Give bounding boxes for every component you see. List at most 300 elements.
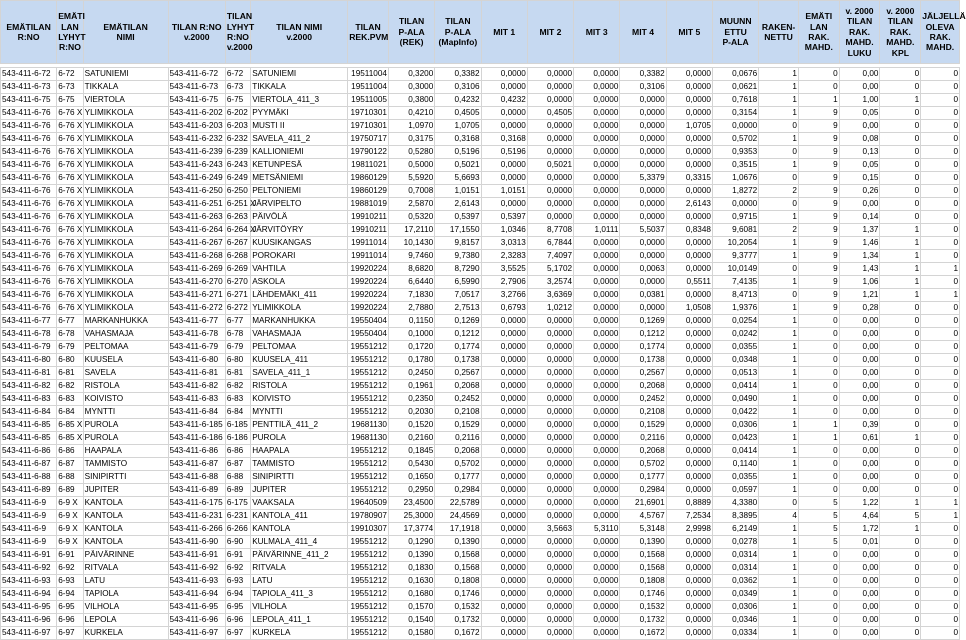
table-cell[interactable]: 7,2534 <box>666 510 712 523</box>
table-cell[interactable]: 0,1529 <box>435 419 481 432</box>
table-cell[interactable]: 19551212 <box>348 536 389 549</box>
table-cell[interactable]: 543-411-6-97 <box>1 627 57 640</box>
table-cell[interactable]: 5 <box>798 510 839 523</box>
table-cell[interactable]: 19681130 <box>348 419 389 432</box>
table-cell[interactable]: YLIMIKKOLA <box>83 185 168 198</box>
table-cell[interactable]: 0,05 <box>839 107 880 120</box>
table-cell[interactable]: 5,5920 <box>388 172 434 185</box>
table-cell[interactable]: 0,1390 <box>435 536 481 549</box>
table-cell[interactable]: 0,1732 <box>620 614 666 627</box>
table-cell[interactable]: 1 <box>759 588 799 601</box>
table-cell[interactable]: 6-94 <box>57 588 83 601</box>
table-cell[interactable]: 0,1672 <box>435 627 481 640</box>
table-cell[interactable]: 0,1568 <box>620 549 666 562</box>
table-cell[interactable]: 0,1720 <box>388 341 434 354</box>
table-cell[interactable]: 0,1672 <box>620 627 666 640</box>
table-cell[interactable]: 0,0000 <box>666 81 712 94</box>
table-cell[interactable]: 0,0000 <box>574 601 620 614</box>
table-cell[interactable]: 9,3777 <box>712 250 758 263</box>
table-cell[interactable]: 0,00 <box>839 315 880 328</box>
table-cell[interactable]: 1 <box>759 562 799 575</box>
table-cell[interactable]: 543-411-6-72 <box>1 68 57 81</box>
table-cell[interactable]: 0,0000 <box>666 211 712 224</box>
column-header[interactable]: MIT 4 <box>620 1 666 64</box>
table-cell[interactable]: 6-96 <box>57 614 83 627</box>
table-cell[interactable]: 1 <box>759 614 799 627</box>
table-cell[interactable]: 0,5702 <box>712 133 758 146</box>
table-cell[interactable]: 1 <box>880 94 921 107</box>
table-cell[interactable]: LATU <box>251 575 348 588</box>
table-cell[interactable]: 6-73 <box>57 81 83 94</box>
table-cell[interactable]: JUPITER <box>83 484 168 497</box>
table-cell[interactable]: 0,00 <box>839 458 880 471</box>
table-cell[interactable]: 0,13 <box>839 146 880 159</box>
table-cell[interactable]: KURKELA <box>251 627 348 640</box>
table-cell[interactable]: 0,1140 <box>712 458 758 471</box>
table-cell[interactable]: 6-76 X <box>57 250 83 263</box>
table-cell[interactable]: 6-272 <box>225 302 250 315</box>
table-cell[interactable]: 0,1680 <box>388 588 434 601</box>
table-cell[interactable]: KANTOLA <box>83 523 168 536</box>
column-header[interactable]: MIT 1 <box>481 1 527 64</box>
table-cell[interactable]: 0,0000 <box>666 406 712 419</box>
table-cell[interactable]: 1 <box>759 276 799 289</box>
table-cell[interactable]: 0,0000 <box>481 471 527 484</box>
table-cell[interactable]: 6-75 <box>57 94 83 107</box>
table-cell[interactable]: 543-411-6-73 <box>1 81 57 94</box>
table-cell[interactable]: 6-251 X <box>225 198 250 211</box>
table-cell[interactable]: 19551212 <box>348 549 389 562</box>
table-cell[interactable]: 0,0000 <box>481 107 527 120</box>
table-cell[interactable]: 0 <box>880 107 921 120</box>
table-cell[interactable]: 0,0000 <box>527 601 573 614</box>
table-cell[interactable]: 19551212 <box>348 471 389 484</box>
table-cell[interactable]: 0,0676 <box>712 68 758 81</box>
table-cell[interactable]: 0,0000 <box>481 458 527 471</box>
table-cell[interactable]: 6-93 <box>225 575 250 588</box>
table-cell[interactable]: 543-411-6-76 <box>1 250 57 263</box>
column-header[interactable]: MIT 2 <box>527 1 573 64</box>
table-cell[interactable]: 1,06 <box>839 276 880 289</box>
table-cell[interactable]: RISTOLA <box>251 380 348 393</box>
table-cell[interactable]: 6-76 X <box>57 107 83 120</box>
table-cell[interactable]: 19551212 <box>348 588 389 601</box>
table-cell[interactable]: 0,1580 <box>388 627 434 640</box>
table-cell[interactable]: 0,0000 <box>527 198 573 211</box>
table-cell[interactable]: RITVALA <box>83 562 168 575</box>
table-cell[interactable]: 1 <box>921 289 960 302</box>
table-cell[interactable]: 19551212 <box>348 562 389 575</box>
table-cell[interactable]: 0,1845 <box>388 445 434 458</box>
table-cell[interactable]: 9,7460 <box>388 250 434 263</box>
table-cell[interactable]: 0,00 <box>839 588 880 601</box>
table-cell[interactable]: 0,0000 <box>527 588 573 601</box>
table-cell[interactable]: 0,00 <box>839 575 880 588</box>
table-cell[interactable]: 0,3106 <box>620 81 666 94</box>
table-cell[interactable]: TAPIOLA <box>83 588 168 601</box>
table-cell[interactable]: 0,3382 <box>435 68 481 81</box>
table-cell[interactable]: 0 <box>798 406 839 419</box>
table-cell[interactable]: 0 <box>921 562 960 575</box>
table-cell[interactable]: 6,2149 <box>712 523 758 536</box>
table-cell[interactable]: JUPITER <box>251 484 348 497</box>
table-cell[interactable]: 543-411-6-186 <box>168 432 225 445</box>
table-cell[interactable]: 0,0000 <box>574 367 620 380</box>
table-cell[interactable]: 6-78 <box>57 328 83 341</box>
table-cell[interactable]: 0 <box>921 406 960 419</box>
table-cell[interactable]: 0 <box>759 172 799 185</box>
table-cell[interactable]: 0,0000 <box>527 328 573 341</box>
table-cell[interactable]: 543-411-6-76 <box>1 120 57 133</box>
table-cell[interactable]: YLIMIKKOLA <box>83 211 168 224</box>
table-cell[interactable]: 6-84 <box>57 406 83 419</box>
table-cell[interactable]: KANTOLA <box>83 510 168 523</box>
table-cell[interactable]: 0,1520 <box>388 419 434 432</box>
table-cell[interactable]: 5,3110 <box>574 523 620 536</box>
table-cell[interactable]: 0,0000 <box>481 523 527 536</box>
table-cell[interactable]: 543-411-6-267 <box>168 237 225 250</box>
table-cell[interactable]: 19681130 <box>348 432 389 445</box>
table-cell[interactable]: 9 <box>798 276 839 289</box>
table-cell[interactable]: SAVELA <box>83 367 168 380</box>
table-cell[interactable]: 0,0000 <box>574 471 620 484</box>
table-cell[interactable]: 0,2030 <box>388 406 434 419</box>
table-cell[interactable]: 0,2068 <box>620 380 666 393</box>
table-cell[interactable]: 6-87 <box>225 458 250 471</box>
table-cell[interactable]: 0,0000 <box>666 341 712 354</box>
table-cell[interactable]: 19710301 <box>348 107 389 120</box>
table-cell[interactable]: 0 <box>880 588 921 601</box>
table-cell[interactable]: 7,4097 <box>527 250 573 263</box>
table-cell[interactable]: 6-76 X <box>57 120 83 133</box>
table-cell[interactable]: TIKKALA <box>251 81 348 94</box>
table-cell[interactable]: 0,0000 <box>574 159 620 172</box>
table-cell[interactable]: HAAPALA <box>83 445 168 458</box>
table-cell[interactable]: 0,2452 <box>620 393 666 406</box>
table-cell[interactable]: 0 <box>921 328 960 341</box>
table-cell[interactable]: 19920224 <box>348 276 389 289</box>
table-cell[interactable]: 0 <box>921 575 960 588</box>
table-cell[interactable]: 0,0000 <box>666 94 712 107</box>
table-cell[interactable]: PUROLA <box>83 432 168 445</box>
table-cell[interactable]: 22,5789 <box>435 497 481 510</box>
table-cell[interactable]: 0,0000 <box>574 81 620 94</box>
table-cell[interactable]: 0,5196 <box>435 146 481 159</box>
table-cell[interactable]: KUUSIKANGAS <box>251 237 348 250</box>
table-cell[interactable]: 0,5702 <box>620 458 666 471</box>
table-cell[interactable]: 0,1000 <box>388 328 434 341</box>
table-cell[interactable]: 1 <box>798 419 839 432</box>
table-cell[interactable]: 0,0000 <box>574 289 620 302</box>
table-cell[interactable]: 0 <box>921 81 960 94</box>
table-cell[interactable]: 1 <box>759 432 799 445</box>
table-cell[interactable]: 6-77 <box>225 315 250 328</box>
table-cell[interactable]: 0 <box>921 393 960 406</box>
table-cell[interactable]: 0 <box>798 549 839 562</box>
table-cell[interactable]: 543-411-6-91 <box>168 549 225 562</box>
table-cell[interactable]: 6-83 <box>225 393 250 406</box>
table-cell[interactable]: 6-72 <box>57 68 83 81</box>
table-cell[interactable]: 0,0000 <box>481 510 527 523</box>
table-cell[interactable]: 6-250 <box>225 185 250 198</box>
table-cell[interactable]: SAVELA_411_2 <box>251 133 348 146</box>
table-cell[interactable]: 0,2116 <box>435 432 481 445</box>
table-cell[interactable]: 1,0151 <box>435 185 481 198</box>
table-cell[interactable]: 6-84 <box>225 406 250 419</box>
table-cell[interactable]: 6-76 X <box>57 159 83 172</box>
table-cell[interactable]: 0 <box>880 211 921 224</box>
table-cell[interactable]: 6-80 <box>57 354 83 367</box>
table-cell[interactable]: 543-411-6-76 <box>1 198 57 211</box>
table-cell[interactable]: 6-268 <box>225 250 250 263</box>
table-cell[interactable]: 0,1630 <box>388 575 434 588</box>
table-cell[interactable]: 0,4505 <box>527 107 573 120</box>
table-cell[interactable]: 1 <box>759 484 799 497</box>
table-cell[interactable]: 6-76 X <box>57 263 83 276</box>
table-cell[interactable]: KUUSELA <box>83 354 168 367</box>
table-cell[interactable]: 0,3315 <box>666 172 712 185</box>
table-cell[interactable]: 0,0000 <box>574 276 620 289</box>
table-cell[interactable]: 0,61 <box>839 432 880 445</box>
table-cell[interactable]: 0,00 <box>839 627 880 640</box>
table-cell[interactable]: 0 <box>798 614 839 627</box>
table-cell[interactable]: 6-271 <box>225 289 250 302</box>
table-cell[interactable]: 543-411-6-231 <box>168 510 225 523</box>
table-cell[interactable]: 6,6440 <box>388 276 434 289</box>
table-cell[interactable]: 0,5021 <box>527 159 573 172</box>
table-cell[interactable]: 6-86 <box>225 445 250 458</box>
table-cell[interactable]: 0 <box>798 354 839 367</box>
table-cell[interactable]: 0,0000 <box>620 276 666 289</box>
table-cell[interactable]: 1 <box>759 328 799 341</box>
table-cell[interactable]: 0 <box>798 445 839 458</box>
table-cell[interactable]: 6-202 <box>225 107 250 120</box>
table-cell[interactable]: 0,0000 <box>574 627 620 640</box>
table-cell[interactable]: 5 <box>798 523 839 536</box>
table-cell[interactable]: 0,0000 <box>574 575 620 588</box>
table-cell[interactable]: 6-90 <box>225 536 250 549</box>
table-cell[interactable]: 1 <box>759 419 799 432</box>
table-cell[interactable]: VILHOLA <box>251 601 348 614</box>
table-cell[interactable]: 6-81 <box>225 367 250 380</box>
table-cell[interactable]: 0,0000 <box>620 302 666 315</box>
table-cell[interactable]: 6-175 <box>225 497 250 510</box>
table-cell[interactable]: 0 <box>921 237 960 250</box>
table-cell[interactable]: 1,0111 <box>574 224 620 237</box>
table-cell[interactable]: 0,00 <box>839 68 880 81</box>
table-cell[interactable]: 543-411-6-95 <box>168 601 225 614</box>
table-cell[interactable]: 0,00 <box>839 354 880 367</box>
table-cell[interactable]: 0,1570 <box>388 601 434 614</box>
table-cell[interactable]: 543-411-6-76 <box>1 185 57 198</box>
table-cell[interactable]: YLIMIKKOLA <box>83 289 168 302</box>
table-cell[interactable]: 2,7906 <box>481 276 527 289</box>
table-cell[interactable]: 0,0000 <box>481 601 527 614</box>
table-cell[interactable]: 0,8348 <box>666 224 712 237</box>
table-cell[interactable]: 9 <box>798 289 839 302</box>
table-cell[interactable]: 543-411-6-93 <box>168 575 225 588</box>
column-header[interactable]: RAKEN- NETTU <box>759 1 799 64</box>
table-cell[interactable]: VAHTILA <box>251 263 348 276</box>
table-cell[interactable]: 6-232 <box>225 133 250 146</box>
table-cell[interactable]: 0 <box>798 562 839 575</box>
table-cell[interactable]: 5,1702 <box>527 263 573 276</box>
table-cell[interactable]: 0,0000 <box>574 419 620 432</box>
table-cell[interactable]: YLIMIKKOLA <box>83 172 168 185</box>
table-cell[interactable]: 0,1746 <box>620 588 666 601</box>
table-cell[interactable]: 0 <box>798 315 839 328</box>
table-cell[interactable]: 0,0000 <box>574 198 620 211</box>
table-cell[interactable]: 2,3283 <box>481 250 527 263</box>
table-cell[interactable]: PUROLA <box>251 432 348 445</box>
table-cell[interactable]: 543-411-6-251 <box>168 198 225 211</box>
table-cell[interactable]: 6-91 <box>57 549 83 562</box>
table-cell[interactable]: 0,0597 <box>712 484 758 497</box>
table-cell[interactable]: 6-203 <box>225 120 250 133</box>
table-cell[interactable]: 0,3175 <box>388 133 434 146</box>
table-cell[interactable]: 0 <box>759 146 799 159</box>
table-cell[interactable]: 543-411-6-9 <box>1 536 57 549</box>
table-cell[interactable]: 0,0000 <box>574 406 620 419</box>
table-cell[interactable]: 0,0306 <box>712 419 758 432</box>
column-header[interactable]: EMÄTI LAN LYHYT R:NO <box>57 1 83 64</box>
table-cell[interactable]: 19550404 <box>348 315 389 328</box>
table-cell[interactable]: 543-411-6-73 <box>168 81 225 94</box>
table-cell[interactable]: 0 <box>880 484 921 497</box>
table-cell[interactable]: 543-411-6-78 <box>168 328 225 341</box>
table-cell[interactable]: 1 <box>759 601 799 614</box>
table-cell[interactable]: 543-411-6-72 <box>168 68 225 81</box>
table-cell[interactable]: 0 <box>921 588 960 601</box>
table-cell[interactable]: 0 <box>880 627 921 640</box>
table-cell[interactable]: 0,2984 <box>435 484 481 497</box>
table-cell[interactable]: 0,0000 <box>666 445 712 458</box>
table-cell[interactable]: 2 <box>759 224 799 237</box>
table-cell[interactable]: 0,0362 <box>712 575 758 588</box>
table-cell[interactable]: 0,0000 <box>574 497 620 510</box>
table-cell[interactable]: 3,0313 <box>481 237 527 250</box>
table-cell[interactable]: 1,0212 <box>527 302 573 315</box>
table-cell[interactable]: 0,0000 <box>574 510 620 523</box>
table-cell[interactable]: 0,1746 <box>435 588 481 601</box>
table-cell[interactable]: 0,0000 <box>574 107 620 120</box>
table-cell[interactable]: 0,0000 <box>481 549 527 562</box>
table-cell[interactable]: 0,0000 <box>574 588 620 601</box>
table-cell[interactable]: 9 <box>798 250 839 263</box>
table-cell[interactable]: 6-76 X <box>57 237 83 250</box>
table-cell[interactable]: 6-80 <box>225 354 250 367</box>
table-cell[interactable]: 0 <box>880 614 921 627</box>
table-cell[interactable]: 0 <box>880 549 921 562</box>
table-cell[interactable]: 1 <box>880 263 921 276</box>
table-cell[interactable]: 0,0355 <box>712 471 758 484</box>
table-cell[interactable]: 1,37 <box>839 224 880 237</box>
table-cell[interactable]: 0,0000 <box>574 211 620 224</box>
table-cell[interactable]: 0,1780 <box>388 354 434 367</box>
table-cell[interactable]: 0,0000 <box>574 94 620 107</box>
table-cell[interactable]: 0 <box>880 81 921 94</box>
table-cell[interactable]: 0 <box>921 198 960 211</box>
table-cell[interactable]: 543-411-6-76 <box>1 224 57 237</box>
table-cell[interactable]: 0 <box>880 354 921 367</box>
table-cell[interactable]: 4 <box>759 510 799 523</box>
table-cell[interactable]: 0,0000 <box>666 380 712 393</box>
table-cell[interactable]: 0 <box>880 198 921 211</box>
table-cell[interactable]: 6-97 <box>225 627 250 640</box>
table-cell[interactable]: 0,2068 <box>435 380 481 393</box>
table-cell[interactable]: 9 <box>798 224 839 237</box>
table-cell[interactable]: 543-411-6-271 <box>168 289 225 302</box>
table-cell[interactable]: 0 <box>759 120 799 133</box>
table-cell[interactable]: YLIMIKKOLA <box>83 159 168 172</box>
table-cell[interactable]: 9 <box>798 159 839 172</box>
table-cell[interactable]: 0,00 <box>839 445 880 458</box>
table-cell[interactable]: 19551212 <box>348 627 389 640</box>
table-cell[interactable]: 6-76 X <box>57 276 83 289</box>
table-cell[interactable]: 0,0306 <box>712 601 758 614</box>
table-cell[interactable]: 0,0000 <box>666 393 712 406</box>
table-cell[interactable]: 19920224 <box>348 302 389 315</box>
table-cell[interactable]: 0,5702 <box>435 458 481 471</box>
table-cell[interactable]: 0 <box>798 81 839 94</box>
table-cell[interactable]: 0 <box>921 523 960 536</box>
table-cell[interactable]: 0,0000 <box>527 627 573 640</box>
table-cell[interactable]: 0,0000 <box>527 510 573 523</box>
table-cell[interactable]: 0,0000 <box>527 432 573 445</box>
table-cell[interactable]: 0,0000 <box>666 68 712 81</box>
table-cell[interactable]: 6-76 X <box>57 185 83 198</box>
table-cell[interactable]: 19881019 <box>348 198 389 211</box>
table-cell[interactable]: 0,05 <box>839 159 880 172</box>
table-cell[interactable]: 0,1390 <box>388 549 434 562</box>
table-cell[interactable]: 0 <box>921 224 960 237</box>
table-cell[interactable]: 0,0000 <box>620 133 666 146</box>
table-cell[interactable]: 0,2567 <box>620 367 666 380</box>
table-cell[interactable]: 8,3895 <box>712 510 758 523</box>
table-cell[interactable]: 0,2160 <box>388 432 434 445</box>
table-cell[interactable]: 0,0000 <box>666 562 712 575</box>
table-cell[interactable]: 0,0000 <box>666 419 712 432</box>
table-cell[interactable]: 0 <box>880 419 921 432</box>
table-cell[interactable]: 6-266 <box>225 523 250 536</box>
table-cell[interactable]: 4,5767 <box>620 510 666 523</box>
table-cell[interactable]: 0,1568 <box>620 562 666 575</box>
table-cell[interactable]: 543-411-6-268 <box>168 250 225 263</box>
table-cell[interactable]: 0 <box>759 198 799 211</box>
table-cell[interactable]: 1 <box>759 627 799 640</box>
table-cell[interactable]: 4,64 <box>839 510 880 523</box>
table-cell[interactable]: 0 <box>921 341 960 354</box>
table-cell[interactable]: 1,0508 <box>666 302 712 315</box>
table-cell[interactable]: SATUNIEMI <box>251 68 348 81</box>
table-cell[interactable]: JÄRVITÖYRY <box>251 224 348 237</box>
table-cell[interactable]: 6-88 <box>57 471 83 484</box>
table-cell[interactable]: 0,4210 <box>388 107 434 120</box>
table-cell[interactable]: 6-78 <box>225 328 250 341</box>
table-cell[interactable]: RITVALA <box>251 562 348 575</box>
table-cell[interactable]: 543-411-6-76 <box>1 159 57 172</box>
table-cell[interactable]: 0,0000 <box>666 250 712 263</box>
table-cell[interactable]: 0,1808 <box>620 575 666 588</box>
table-cell[interactable]: 0,0000 <box>620 159 666 172</box>
table-cell[interactable]: 543-411-6-264 <box>168 224 225 237</box>
table-cell[interactable]: 0,00 <box>839 406 880 419</box>
table-cell[interactable]: 1 <box>759 471 799 484</box>
table-cell[interactable]: 7,1830 <box>388 289 434 302</box>
table-cell[interactable]: 7,0517 <box>435 289 481 302</box>
table-cell[interactable]: 0,1774 <box>435 341 481 354</box>
table-cell[interactable]: 0 <box>880 315 921 328</box>
